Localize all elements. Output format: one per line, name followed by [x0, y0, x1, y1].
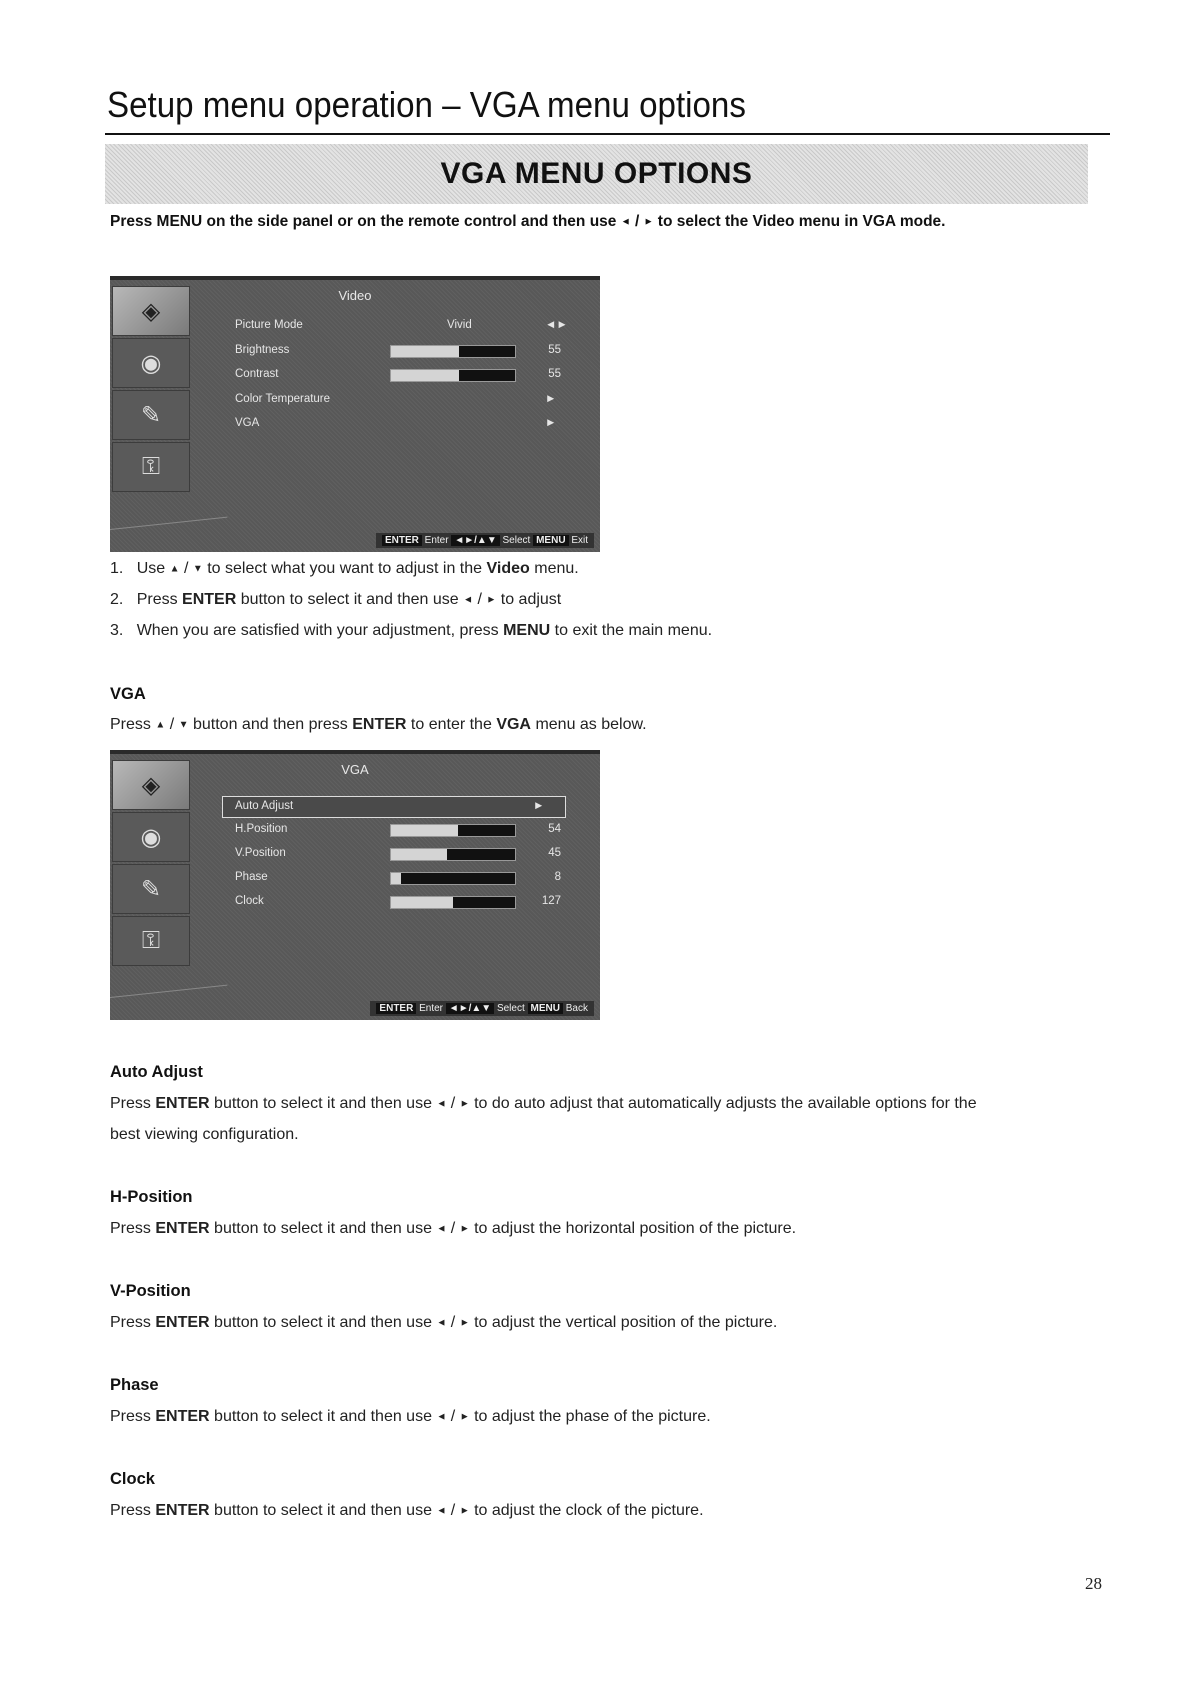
- footer-text-select: Select: [496, 1003, 525, 1014]
- section-text: Press: [110, 1220, 151, 1237]
- vga-text-a: Press: [110, 716, 151, 733]
- slash: /: [450, 1095, 456, 1112]
- left-arrow-icon: ◄: [436, 1223, 447, 1235]
- osd-row-label: Clock: [235, 895, 264, 907]
- osd-slider-fill: [391, 897, 453, 908]
- setup-tab-icon: ✎: [112, 864, 190, 914]
- osd-side-tabs: [112, 760, 190, 968]
- osd-row-number: 54: [548, 823, 561, 835]
- footer-text-back: Back: [565, 1003, 588, 1014]
- osd-row-number: 127: [541, 895, 561, 907]
- slash: /: [634, 213, 640, 230]
- left-arrow-icon: ◄: [436, 1505, 447, 1517]
- step-bold: MENU: [503, 622, 551, 639]
- lock-tab-icon: ⚿: [112, 916, 190, 966]
- right-arrow-icon: ►: [459, 1411, 470, 1423]
- picture-tab-icon: ◈: [112, 760, 190, 810]
- osd-row-arrow-icon: ◄►: [545, 319, 568, 331]
- h-position-text: [110, 1220, 796, 1238]
- down-arrow-icon: ▼: [178, 719, 189, 731]
- step-number: 3.: [110, 622, 124, 639]
- slash: /: [183, 560, 189, 577]
- section-text: Press: [110, 1314, 151, 1331]
- osd-slider-fill: [391, 825, 458, 836]
- osd-title: Video: [338, 288, 372, 303]
- vga-bold-vga: VGA: [496, 716, 531, 733]
- step-3: [110, 622, 712, 640]
- osd-slider-bar: [390, 345, 516, 358]
- step-bold: ENTER: [182, 591, 237, 608]
- osd-row-label: Contrast: [235, 368, 279, 380]
- osd-row-arrow-icon: ►: [545, 392, 557, 405]
- osd-slider-bar: [390, 872, 516, 885]
- title-rule: [105, 133, 1110, 135]
- osd-menu-row: [222, 796, 566, 818]
- footer-key-select: ◄►/▲▼: [451, 535, 499, 546]
- vga-text-b: button and then press: [192, 716, 348, 733]
- osd-slider-fill: [391, 873, 401, 884]
- section-bold: ENTER: [155, 1314, 210, 1331]
- section-text: Press: [110, 1095, 151, 1112]
- up-arrow-icon: ▲: [169, 563, 180, 575]
- slash: /: [450, 1502, 456, 1519]
- vga-heading: VGA: [110, 685, 146, 703]
- slash: /: [477, 591, 482, 608]
- step-2: [110, 591, 561, 609]
- osd-divider: [110, 517, 227, 530]
- osd-row-label: Picture Mode: [235, 319, 303, 331]
- picture-tab-icon: ◈: [112, 286, 190, 336]
- osd-menu-row: [235, 316, 568, 336]
- osd-row-label: Phase: [235, 871, 268, 883]
- left-arrow-icon: ◄: [436, 1317, 447, 1329]
- section-text: to adjust the vertical position of the picture.: [474, 1314, 778, 1331]
- osd-row-number: 45: [548, 847, 561, 859]
- left-arrow-icon: ◄: [463, 594, 474, 606]
- footer-key-enter: ENTER: [376, 1003, 416, 1014]
- left-arrow-icon: ◄: [620, 216, 631, 228]
- clock-heading: Clock: [110, 1470, 155, 1488]
- step-text: button to select it and then use: [240, 591, 459, 608]
- audio-tab-icon: ◉: [112, 338, 190, 388]
- slash: /: [169, 716, 175, 733]
- page-number: 28: [1085, 1574, 1102, 1593]
- section-text: to adjust the clock of the picture.: [474, 1502, 704, 1519]
- lock-tab-icon: ⚿: [112, 442, 190, 492]
- section-text: to do auto adjust that automatically adjusts the available options for the: [474, 1095, 977, 1112]
- left-arrow-icon: ◄: [436, 1098, 447, 1110]
- osd-slider-bar: [390, 369, 516, 382]
- clock-text: [110, 1502, 704, 1520]
- osd-menu-row: [235, 844, 565, 864]
- up-arrow-icon: ▲: [155, 719, 166, 731]
- footer-key-menu: MENU: [533, 535, 568, 546]
- auto-adjust-text: [110, 1095, 977, 1113]
- down-arrow-icon: ▼: [192, 563, 203, 575]
- v-position-text: [110, 1314, 777, 1332]
- auto-adjust-text-2: best viewing configuration.: [110, 1126, 299, 1143]
- osd-menu-row: [235, 820, 565, 840]
- osd-menu-row: [235, 892, 565, 912]
- vga-bold-enter: ENTER: [352, 716, 407, 733]
- osd-row-label: Brightness: [235, 343, 290, 356]
- osd-footer: [376, 533, 594, 548]
- osd-menu-row: [235, 390, 565, 410]
- osd-side-tabs: [112, 286, 190, 494]
- osd-slider-fill: [391, 849, 447, 860]
- osd-menu-row: [235, 868, 565, 888]
- step-text: Press: [136, 591, 178, 608]
- footer-key-menu: MENU: [528, 1003, 563, 1014]
- right-arrow-icon: ►: [486, 594, 497, 606]
- osd-top-bar: [110, 750, 600, 754]
- footer-text-enter: Enter: [419, 1003, 444, 1014]
- step-text: to select what you want to adjust in the: [207, 560, 483, 577]
- step-number: 2.: [110, 591, 124, 608]
- vga-text-c: to enter the: [410, 716, 492, 733]
- auto-adjust-heading: Auto Adjust: [110, 1063, 203, 1081]
- section-text: Press: [110, 1502, 151, 1519]
- left-arrow-icon: ◄: [436, 1411, 447, 1423]
- osd-divider: [110, 985, 227, 998]
- step-text: to exit the main menu.: [554, 622, 713, 639]
- right-arrow-icon: ►: [643, 216, 654, 228]
- footer-text-select: Select: [502, 535, 531, 546]
- right-arrow-icon: ►: [459, 1223, 470, 1235]
- step-text: to adjust: [500, 591, 562, 608]
- intro-text-b: to select the Video menu in VGA mode.: [657, 213, 946, 230]
- intro-text: [110, 213, 945, 231]
- section-bold: ENTER: [155, 1095, 210, 1112]
- slash: /: [450, 1220, 456, 1237]
- footer-key-select: ◄►/▲▼: [446, 1003, 494, 1014]
- osd-row-label: Auto Adjust: [235, 800, 294, 812]
- osd-slider-bar: [390, 848, 516, 861]
- slash: /: [450, 1314, 456, 1331]
- osd-row-value: Vivid: [447, 319, 472, 331]
- step-number: 1.: [110, 560, 124, 577]
- video-osd-screenshot: [110, 276, 600, 552]
- osd-row-label: H.Position: [235, 823, 288, 835]
- intro-text-a: Press MENU on the side panel or on the remote control and then use: [110, 213, 617, 230]
- footer-text-exit: Exit: [571, 535, 588, 546]
- osd-slider-bar: [390, 896, 516, 909]
- osd-title: VGA: [341, 762, 369, 777]
- osd-row-label: V.Position: [235, 847, 286, 859]
- osd-menu-row: [235, 341, 565, 361]
- footer-text-enter: Enter: [424, 535, 449, 546]
- vga-text: [110, 716, 647, 734]
- osd-footer: [370, 1001, 594, 1016]
- section-text: button to select it and then use: [214, 1095, 432, 1112]
- vga-osd-screenshot: [110, 750, 600, 1020]
- section-banner: [105, 144, 1088, 204]
- osd-row-arrow-icon: ►: [533, 800, 545, 812]
- banner-text: VGA MENU OPTIONS: [440, 157, 753, 190]
- osd-slider-bar: [390, 824, 516, 837]
- osd-row-number: 55: [548, 368, 561, 380]
- v-position-heading: V-Position: [110, 1282, 191, 1300]
- slash: /: [450, 1408, 456, 1425]
- step-text: menu.: [534, 560, 579, 577]
- section-text: to adjust the phase of the picture.: [474, 1408, 711, 1425]
- section-text: Press: [110, 1408, 151, 1425]
- section-text: button to select it and then use: [214, 1502, 432, 1519]
- section-bold: ENTER: [155, 1408, 210, 1425]
- setup-tab-icon: ✎: [112, 390, 190, 440]
- section-bold: ENTER: [155, 1502, 210, 1519]
- osd-slider-fill: [391, 370, 459, 381]
- page-title: Setup menu operation – VGA menu options: [107, 84, 746, 125]
- footer-key-enter: ENTER: [382, 535, 422, 546]
- h-position-heading: H-Position: [110, 1188, 193, 1206]
- right-arrow-icon: ►: [459, 1098, 470, 1110]
- section-text: to adjust the horizontal position of the picture.: [474, 1220, 797, 1237]
- osd-slider-fill: [391, 346, 459, 357]
- section-text: button to select it and then use: [214, 1314, 432, 1331]
- audio-tab-icon: ◉: [112, 812, 190, 862]
- osd-menu-row: [235, 414, 565, 434]
- phase-text: [110, 1408, 711, 1426]
- osd-menu-row: [235, 365, 565, 385]
- osd-row-arrow-icon: ►: [545, 417, 557, 429]
- vga-text-d: menu as below.: [535, 716, 647, 733]
- step-bold: Video: [486, 560, 530, 577]
- osd-row-number: 55: [548, 343, 561, 356]
- osd-top-bar: [110, 276, 600, 280]
- osd-row-label: Color Temperature: [235, 392, 331, 405]
- osd-row-label: VGA: [235, 417, 260, 429]
- osd-row-number: 8: [554, 871, 561, 883]
- section-bold: ENTER: [155, 1220, 210, 1237]
- step-text: Use: [136, 560, 166, 577]
- right-arrow-icon: ►: [459, 1317, 470, 1329]
- section-text: button to select it and then use: [214, 1220, 432, 1237]
- right-arrow-icon: ►: [459, 1505, 470, 1517]
- step-1: [110, 560, 579, 578]
- step-text: When you are satisfied with your adjustment, press: [136, 622, 499, 639]
- section-text: button to select it and then use: [214, 1408, 432, 1425]
- phase-heading: Phase: [110, 1376, 159, 1394]
